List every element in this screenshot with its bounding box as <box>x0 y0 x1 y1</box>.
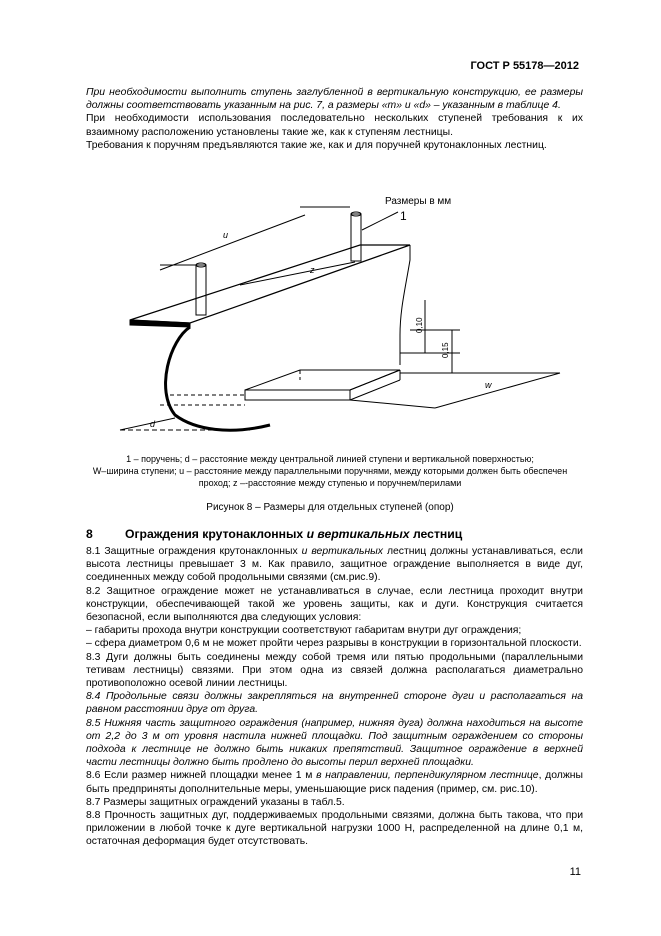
wall-edge <box>400 245 410 365</box>
intro-paragraph-3: Требования к поручням предъявляются такие же, как и для поручней крутонаклонных лестниц. <box>86 139 547 151</box>
label-dim-010: 0,10 <box>415 317 424 333</box>
legend-line-1: 1 – поручень; d – расстояние между центральной линией ступени и вертикальной поверхностью; <box>126 454 534 464</box>
paragraph-8-2: 8.2 Защитное ограждение может не устанавливаться в случае, если лестница проходит внутри конструкции, обеспечивающей такой же уровень защиты, как и дуги. Конструкция считается безопасной, если выполняются два следующих условия: <box>86 585 583 624</box>
legend-line-2: W–ширина ступени; u – расстояние между параллельными поручнями, между которыми должен быть обеспечен <box>92 466 568 476</box>
section-body <box>86 545 583 849</box>
figure-8-drawing <box>100 190 570 450</box>
paragraph-8-6: 8.6 Если размер нижней площадки менее 1 м в направлении, перпендикулярном лестнице, должны быть предприняты дополнительные меры, уменьшающие риск падения (пример, см. рис.10). <box>86 770 584 795</box>
paragraph-8-1: 8.1 Защитные ограждения крутонаклонных и вертикальных лестниц должны устанавливаться, если высота лестницы превышает 3 м. Как правило, защитное ограждение выполняется в виде дуг, соединенных между собой продольными связями (см.рис.9). <box>86 546 583 584</box>
units-label: Размеры в мм <box>385 196 452 207</box>
section-title-a: Ограждения крутонаклонных <box>125 527 307 541</box>
label-d: d <box>150 419 156 429</box>
callout-1: 1 <box>400 209 407 223</box>
step-diagram <box>100 190 570 450</box>
intro-paragraph-1: При необходимости выполнить ступень заглубленной в вертикальную конструкцию, ее размеры должны соответствовать указанным на рис. 7, а размеры «т» и «d» – указанным в таблице 4. <box>86 87 583 112</box>
section-title-c: лестниц <box>409 527 463 541</box>
paragraph-8-7: 8.7 Размеры защитных ограждений указаны в табл.5. <box>86 796 345 808</box>
section-heading <box>86 528 462 541</box>
label-w: w <box>485 380 492 390</box>
handrail-left <box>196 265 206 315</box>
paragraph-8-5: 8.5 Нижняя часть защитного ограждения (например, нижняя дуга) должна находиться на высоте от 2,2 до 3 м от уровня настила нижней площадки. Под защитным ограждением со стороны подхода к лестнице не должно быть никаких препятствий. Защитное ограждение в верхней части лестницы должно быть продлено до высоты перил верхней площадки. <box>86 717 583 769</box>
figure-legend <box>50 453 610 489</box>
label-dim-015: 0,15 <box>441 342 450 358</box>
document-id: ГОСТ Р 55178—2012 <box>470 60 579 72</box>
section-title-b: и вертикальных <box>306 527 410 541</box>
step-top <box>245 370 400 390</box>
label-u: u <box>223 230 229 240</box>
paragraph-8-8: 8.8 Прочность защитных дуг, поддерживаемых продольными связями, должна быть такова, что при приложении в любой точке к дуге вертикальной нагрузки 1000 Н, распределенной на длине 0,1 м, остаточная деформация будет отсутствовать. <box>86 810 583 848</box>
step-profile <box>166 327 270 430</box>
intro-text <box>86 86 583 152</box>
section-number: 8 <box>86 527 93 541</box>
label-z: z <box>310 265 315 275</box>
intro-paragraph-2: При необходимости использования последовательно нескольких ступеней требования к их взаимному расположению установлены такие же, как к ступеням лестницы. <box>86 113 583 138</box>
paragraph-8-4: 8.4 Продольные связи должны закрепляться на внутренней стороне дуги и располагаться на равном расстоянии друг от друга. <box>86 691 583 716</box>
upper-slab <box>130 245 410 323</box>
handrail-right <box>351 214 361 261</box>
list-item-2: – сфера диаметром 0,6 м не может пройти через разрывы в конструкции в горизонтальной плоскости. <box>86 638 582 650</box>
list-item-1: – габариты прохода внутри конструкции соответствуют габаритам внутри дуг ограждения; <box>86 625 522 637</box>
paragraph-8-3: 8.3 Дуги должны быть соединены между собой тремя или пятью продольными (параллельными тетивам лестницы) связями. При этом одна из связей должна располагаться диаметрально противоположно осевой линии лестницы. <box>86 651 583 690</box>
page-number: 11 <box>569 866 581 878</box>
legend-line-3: проход; z –-расстояние между ступенью и поручнем/перилами <box>198 478 462 488</box>
figure-caption: Рисунок 8 – Размеры для отдельных ступеней (опор) <box>206 502 454 513</box>
slab-edge <box>130 320 190 327</box>
step-front <box>245 390 350 400</box>
